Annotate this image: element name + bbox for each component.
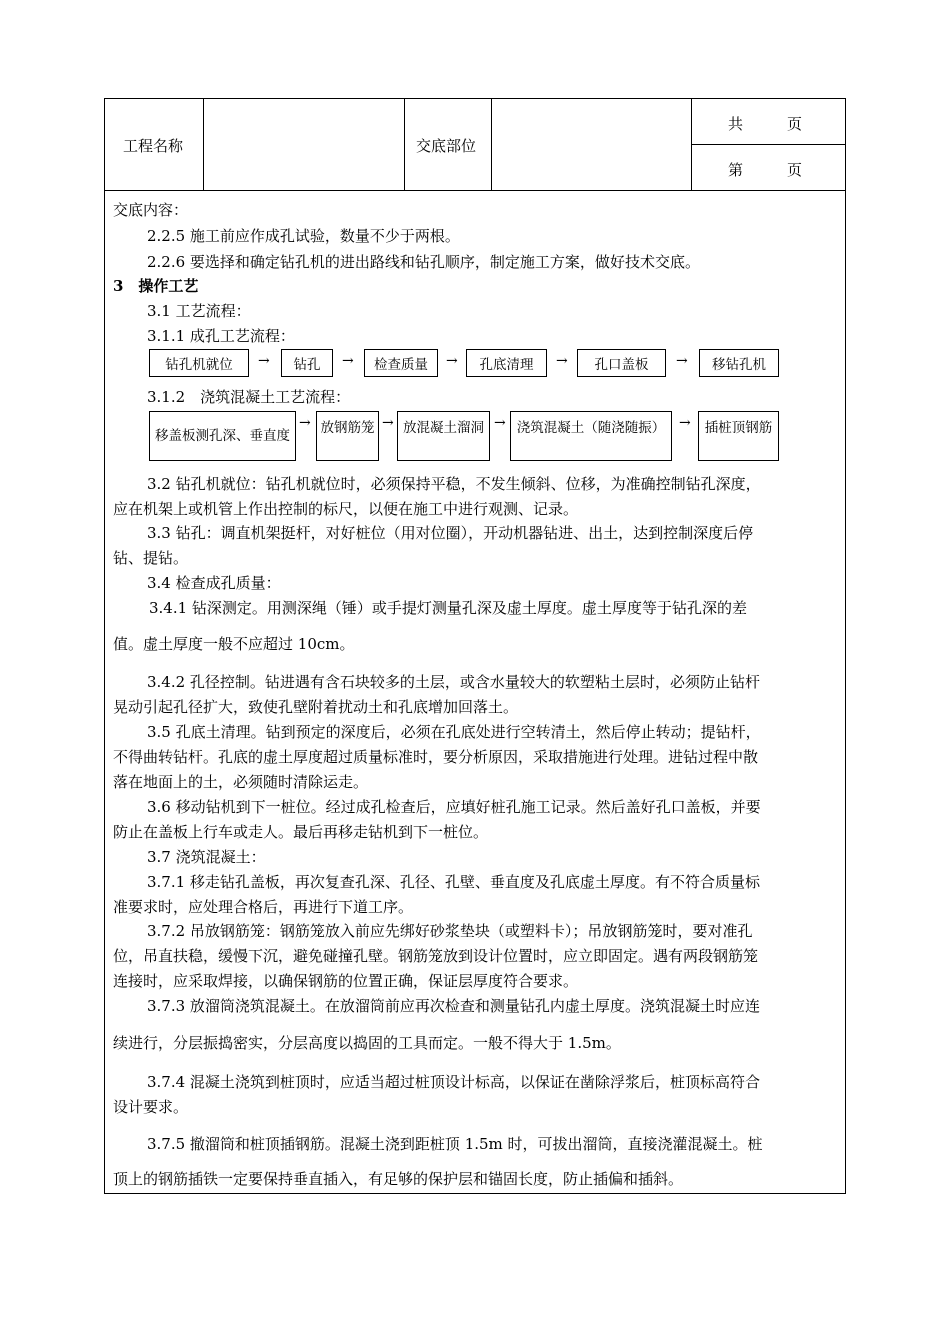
para-3-3-line-2: 钻、提钻。 [113,549,189,567]
para-3-7: 3.7 浇筑混凝土： [147,848,266,866]
flow1-step-4: 孔底清理 [466,349,547,377]
para-3-4-1-line-1: 3.4.1 钻深测定。用测深绳（锤）或手提灯测量孔深及虚土厚度。虚土厚度等于钻孔深的差 [149,599,747,617]
para-3-7-3-line-2: 续进行，分层振捣密实，分层高度以捣固的工具而定。一般不得大于 1.5m。 [113,1034,621,1052]
flow2-arrow-4: → [679,415,691,431]
flow1-step-3: 检查质量 [364,349,438,377]
para-3-4-1-line-2: 值。虚土厚度一般不应超过 10cm。 [113,635,355,653]
flow2-step-4: 浇筑混凝土（随浇随振） [510,411,672,461]
page-number-prefix: 第 [728,161,744,179]
para-3-4-2-line-2: 晃动引起孔径扩大，致使孔壁附着扰动土和孔底增加回落土。 [113,698,519,716]
project-name-label: 工程名称 [123,137,184,155]
para-3-4-2-line-1: 3.4.2 孔径控制。钻进遇有含石块较多的土层，或含水量较大的软塑粘土层时，必须防止钻杆 [147,673,760,691]
flow1-arrow-3: → [446,353,458,369]
para-3-7-2-line-1: 3.7.2 吊放钢筋笼：钢筋笼放入前应先绑好砂浆垫块（或塑料卡）；吊放钢筋笼时，要对准孔 [147,922,753,940]
page-number-suffix: 页 [787,161,803,179]
flow1-arrow-1: → [258,353,270,369]
para-3-3-line-1: 3.3 钻孔：调直机架挺杆，对好桩位（用对位圈），开动机器钻进、出土，达到控制深度后停 [147,524,754,542]
total-pages-suffix: 页 [787,115,803,133]
para-3-7-2-line-2: 位，吊直扶稳，缓慢下沉，避免碰撞孔壁。钢筋笼放到设计位置时，应立即固定。遇有两段钢筋笼 [113,947,759,965]
flow1-arrow-4: → [556,353,568,369]
page-number [728,159,802,180]
header-bottom-border [104,190,846,191]
flow1-step-6: 移钻孔机 [699,349,779,377]
para-3-6-line-2: 防止在盖板上行车或走人。最后再移走钻机到下一桩位。 [113,823,489,841]
flow1-step-2: 钻孔 [281,349,333,377]
total-pages-prefix: 共 [728,115,744,133]
para-3-7-4-line-1: 3.7.4 混凝土浇筑到桩顶时，应适当超过桩顶设计标高，以保证在凿除浮浆后，桩顶标高符合 [147,1073,760,1091]
para-3-7-1-line-1: 3.7.1 移走钻孔盖板，再次复查孔深、孔径、孔壁、垂直度及孔底虚土厚度。有不符合质量标 [147,873,760,891]
para-2-2-5: 2.2.5 施工前应作成孔试验，数量不少于两根。 [147,227,460,245]
header-divider-1 [203,98,204,190]
header-divider-2 [404,98,405,190]
flow1-arrow-2: → [342,353,354,369]
flow2-arrow-1: → [299,415,311,431]
flow2-step-1: 移盖板测孔深、垂直度 [149,411,296,461]
content-intro: 交底内容： [113,201,189,219]
header-divider-3 [491,98,492,190]
para-3-7-3-line-1: 3.7.3 放溜筒浇筑混凝土。在放溜筒前应再次检查和测量钻孔内虚土厚度。浇筑混凝土时应连 [147,997,760,1015]
para-3-6-line-1: 3.6 移动钻机到下一桩位。经过成孔检查后，应填好桩孔施工记录。然后盖好孔口盖板，并要 [147,798,761,816]
flow2-step-3: 放混凝土溜洞 [397,411,490,461]
para-3-7-5-line-1: 3.7.5 撤溜筒和桩顶插钢筋。混凝土浇到距桩顶 1.5m 时，可拔出溜筒，直接浇灌混凝土。桩 [147,1135,763,1153]
page-cell-divider [691,144,846,145]
flow2-step-2: 放钢筋笼 [316,411,379,461]
para-3-1: 3.1 工艺流程： [147,302,251,320]
para-3-7-1-line-2: 准要求时，应处理合格后，再进行下道工序。 [113,898,414,916]
flow2-step-5: 插桩顶钢筋 [698,411,779,461]
para-3-1-2: 3.1.2 浇筑混凝土工艺流程： [147,388,351,406]
para-3-2-line-1: 3.2 钻孔机就位：钻孔机就位时，必须保持平稳，不发生倾斜、位移，为准确控制钻孔深度， [147,475,761,493]
flow1-step-1: 钻孔机就位 [149,349,249,377]
flow1-step-5: 孔口盖板 [577,349,666,377]
para-3-7-5-line-2: 顶上的钢筋插铁一定要保持垂直插入，有足够的保护层和锚固长度，防止插偏和插斜。 [113,1170,684,1188]
flow1-arrow-5: → [676,353,688,369]
section-3-heading: 3 操作工艺 [113,277,199,295]
para-3-7-2-line-3: 连接时，应采取焊接，以确保钢筋的位置正确，保证层厚度符合要求。 [113,972,579,990]
para-3-4: 3.4 检查成孔质量： [147,574,281,592]
flow2-arrow-2: → [382,415,394,431]
flow2-arrow-3: → [494,415,506,431]
para-3-7-4-line-2: 设计要求。 [113,1098,189,1116]
para-3-5-line-3: 落在地面上的土，必须随时清除运走。 [113,773,369,791]
para-3-5-line-1: 3.5 孔底土清理。钻到预定的深度后，必须在孔底处进行空转清土，然后停止转动；提钻杆， [147,723,761,741]
para-2-2-6: 2.2.6 要选择和确定钻孔机的进出路线和钻孔顺序，制定施工方案，做好技术交底。 [147,253,700,271]
handover-part-label: 交底部位 [416,137,477,155]
para-3-1-1: 3.1.1 成孔工艺流程： [147,327,295,345]
para-3-5-line-2: 不得曲转钻杆。孔底的虚土厚度超过质量标准时，要分析原因，采取措施进行处理。进钻过程中散 [113,748,759,766]
total-pages [728,113,802,134]
para-3-2-line-2: 应在机架上或机管上作出控制的标尺，以便在施工中进行观测、记录。 [113,500,579,518]
